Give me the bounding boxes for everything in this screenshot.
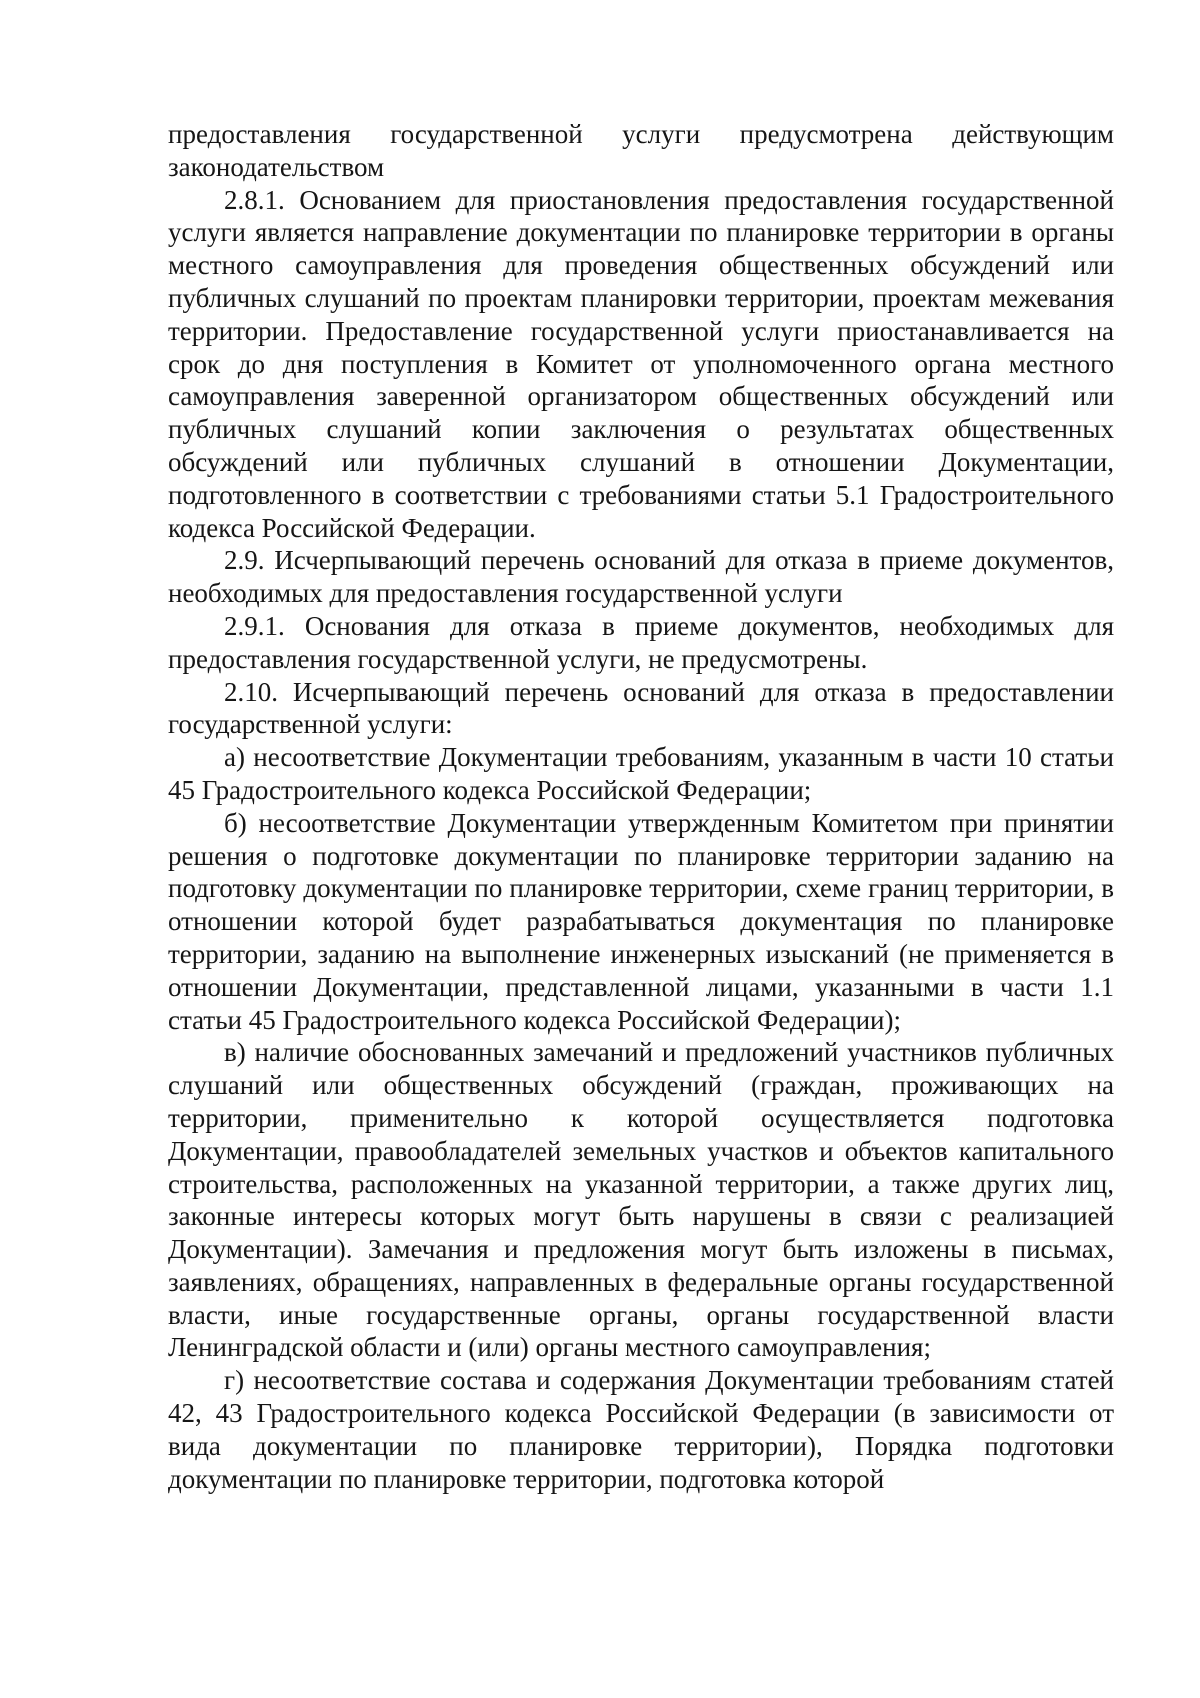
paragraph-item-v: в) наличие обоснованных замечаний и предложений участников публичных слушаний или общественных обсуждений (граждан, проживающих на территории, применительно к которой осуществляется подготовка Документации, правообладателей земельных участков и объектов капитального строительства, расположенных на указанной территории, а также других лиц, законные интересы которых могут быть нарушены в связи с реализацией Документации). Замечания и предложения могут быть изложены в письмах, заявлениях, обращениях, направленных в федеральные органы государственной власти, иные государственные органы, органы государственной власти Ленинградской области и (или) органы местного самоуправления; — [168, 1037, 1114, 1363]
document-body — [168, 118, 1114, 1495]
paragraph-item-g: г) несоответствие состава и содержания Документации требованиям статей 42, 43 Градостроительного кодекса Российской Федерации (в зависимости от вида документации по планировке территории), Порядка подготовки документации по планировке территории, подготовка которой — [168, 1365, 1114, 1494]
paragraph-2-10: 2.10. Исчерпывающий перечень оснований для отказа в предоставлении государственной услуги: — [168, 676, 1114, 740]
paragraph-2-9-1: 2.9.1. Основания для отказа в приеме документов, необходимых для предоставления государственной услуги, не предусмотрены. — [168, 610, 1114, 674]
paragraph-2-9: 2.9. Исчерпывающий перечень оснований для отказа в приеме документов, необходимых для предоставления государственной услуги — [168, 545, 1114, 609]
paragraph-2-8-1: 2.8.1. Основанием для приостановления предоставления государственной услуги является направление документации по планировке территории в органы местного самоуправления для проведения общественных обсуждений или публичных слушаний по проектам планировки территории, проектам межевания территории. Предоставление государственной услуги приостанавливается на срок до дня поступления в Комитет от уполномоченного органа местного самоуправления заверенной организатором общественных обсуждений или публичных слушаний копии заключения о результатах общественных обсуждений или публичных слушаний в отношении Документации, подготовленного в соответствии с требованиями статьи 5.1 Градостроительного кодекса Российской Федерации. — [168, 184, 1114, 543]
paragraph-item-b: б) несоответствие Документации утвержденным Комитетом при принятии решения о подготовке документации по планировке территории заданию на подготовку документации по планировке территории, схеме границ территории, в отношении которой будет разрабатываться документация по планировке территории, заданию на выполнение инженерных изысканий (не применяется в отношении Документации, представленной лицами, указанными в части 1.1 статьи 45 Градостроительного кодекса Российской Федерации); — [168, 807, 1114, 1035]
paragraph-item-a: а) несоответствие Документации требованиям, указанным в части 10 статьи 45 Градостроительного кодекса Российской Федерации; — [168, 742, 1114, 805]
paragraph-intro-continuation: предоставления государственной услуги предусмотрена действующим законодательством — [168, 119, 1114, 182]
